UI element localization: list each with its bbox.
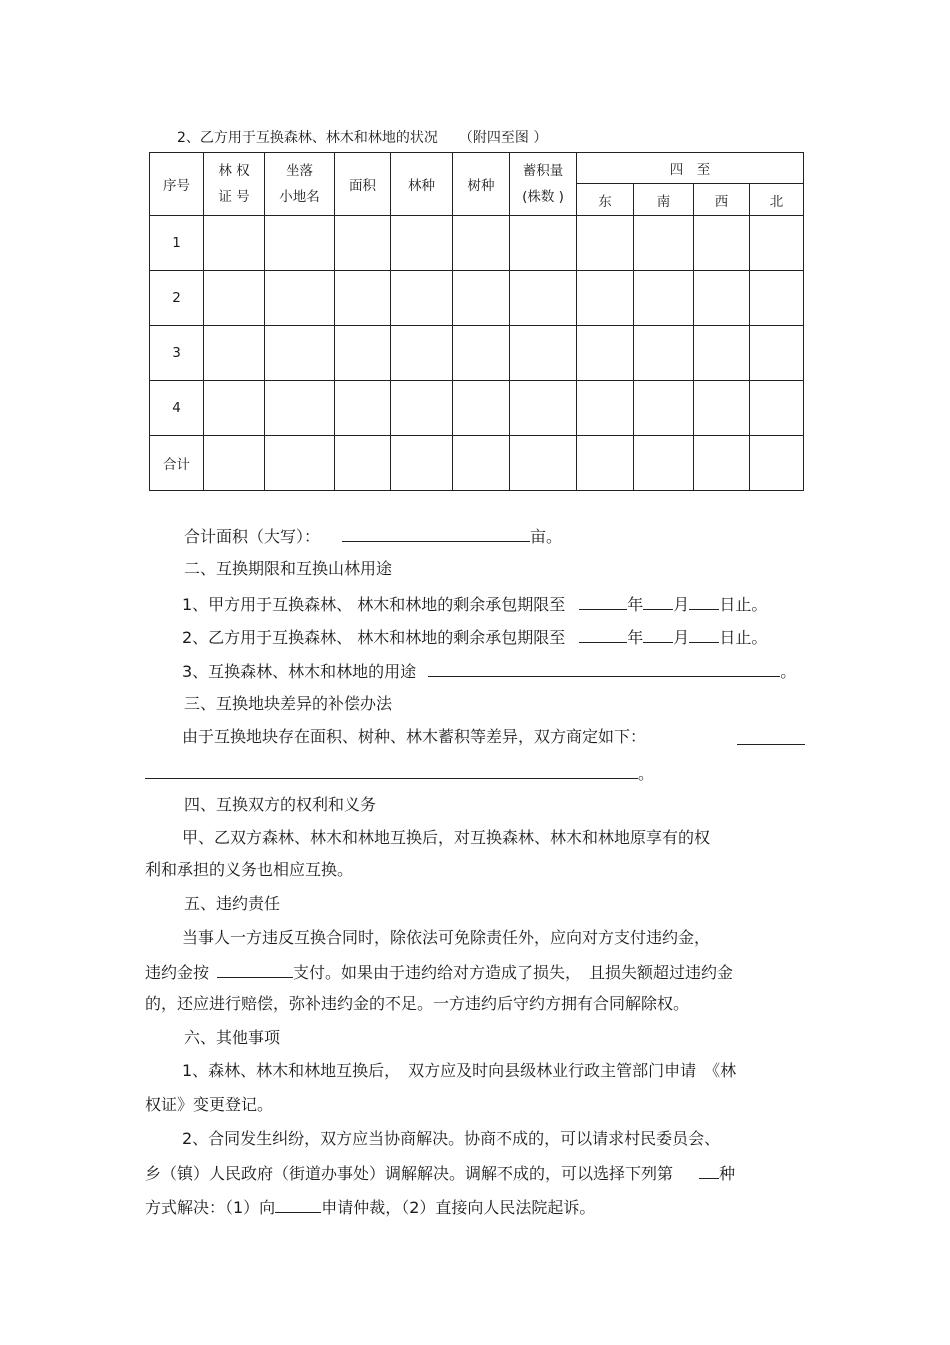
table-cell[interactable]	[265, 326, 335, 381]
day-blank-2[interactable]	[689, 626, 719, 643]
header-stock-line1: 蓄积量	[522, 163, 564, 179]
table-cell[interactable]	[391, 326, 453, 381]
table-cell[interactable]	[694, 381, 750, 436]
table-cell[interactable]	[391, 216, 453, 271]
table-cell[interactable]	[453, 436, 510, 491]
row-label: 2	[150, 271, 204, 326]
header-place-line2: 小地名	[279, 189, 320, 205]
table-cell[interactable]	[335, 326, 391, 381]
table-cell[interactable]	[265, 271, 335, 326]
year-label-2: 年	[627, 628, 644, 647]
table-cell[interactable]	[265, 381, 335, 436]
table-cell[interactable]	[453, 216, 510, 271]
table-cell[interactable]	[335, 271, 391, 326]
sec3-title: 三、互换地块差异的补偿办法	[184, 694, 393, 713]
table-cell[interactable]	[577, 326, 634, 381]
header-east: 东	[577, 184, 634, 216]
sec5-text-2	[145, 961, 733, 983]
header-stock	[510, 153, 577, 216]
year-blank-1[interactable]	[579, 593, 627, 610]
header-place-line1: 坐落	[286, 163, 313, 179]
month-label-2: 月	[673, 628, 690, 647]
header-place	[265, 153, 335, 216]
header-south: 南	[634, 184, 694, 216]
sec2-item3	[182, 660, 796, 682]
sec6-item1-2: 权证》变更登记。	[145, 1095, 274, 1114]
table-cell[interactable]	[634, 271, 694, 326]
total-area-unit: 亩。	[530, 527, 563, 546]
table-cell[interactable]	[750, 326, 804, 381]
table-cell[interactable]	[694, 271, 750, 326]
sec6-item2-3a: 方式解决：（1）向	[145, 1198, 276, 1217]
header-west: 西	[694, 184, 750, 216]
table-cell[interactable]	[265, 216, 335, 271]
table-cell[interactable]	[510, 381, 577, 436]
penalty-blank[interactable]	[217, 961, 293, 978]
table-cell[interactable]	[694, 436, 750, 491]
table-cell[interactable]	[335, 381, 391, 436]
day-label-2: 日止。	[719, 628, 768, 647]
table-cell[interactable]	[204, 216, 265, 271]
header-north: 北	[750, 184, 804, 216]
sec6-title: 六、其他事项	[184, 1028, 281, 1047]
day-label-1: 日止。	[719, 595, 768, 614]
table-cell[interactable]	[510, 326, 577, 381]
header-tree-species: 树种	[453, 153, 510, 216]
table-cell[interactable]	[510, 216, 577, 271]
table-cell[interactable]	[750, 271, 804, 326]
table-cell[interactable]	[265, 436, 335, 491]
table-cell[interactable]	[391, 436, 453, 491]
header-area: 面积	[335, 153, 391, 216]
table-cell[interactable]	[510, 271, 577, 326]
row-label: 4	[150, 381, 204, 436]
sec6-item2-2b: 种	[719, 1164, 736, 1183]
table-cell[interactable]	[577, 216, 634, 271]
table-cell[interactable]	[750, 381, 804, 436]
sec6-item2-3	[145, 1196, 595, 1218]
sec2-title: 二、互换期限和互换山林用途	[184, 559, 393, 578]
total-area-label: 合计面积（大写）：	[184, 527, 321, 546]
table-cell[interactable]	[577, 381, 634, 436]
day-blank-1[interactable]	[689, 593, 719, 610]
table-cell[interactable]	[391, 271, 453, 326]
total-area-line	[184, 525, 562, 547]
sec2-item2-text: 2、乙方用于互换森林、 林木和林地的剩余承包期限至	[182, 628, 566, 647]
sec6-item2-1: 2、合同发生纠纷，双方应当协商解决。协商不成的，可以请求村民委员会、	[182, 1129, 721, 1148]
sec4-text-2: 利和承担的义务也相应互换。	[145, 860, 354, 879]
header-boundaries: 四 至	[577, 153, 804, 184]
table-cell[interactable]	[453, 326, 510, 381]
sec2-item1-text: 1、甲方用于互换森林、 林木和林地的剩余承包期限至	[182, 595, 566, 614]
year-label-1: 年	[627, 595, 644, 614]
table-cell[interactable]	[750, 436, 804, 491]
header-seq: 序号	[150, 153, 204, 216]
table-cell[interactable]	[634, 326, 694, 381]
usage-period: 。	[780, 662, 797, 681]
sec2-item2	[182, 626, 767, 648]
usage-blank[interactable]	[428, 660, 780, 677]
method-choice-blank[interactable]	[699, 1162, 719, 1179]
compensation-line2	[145, 762, 654, 784]
header-cert-line2: 证 号	[218, 189, 250, 205]
sec6-item2-2	[145, 1162, 735, 1184]
table-caption: 2、乙方用于互换森林、林木和林地的状况 （附四至图 ）	[177, 130, 548, 146]
table-cell[interactable]	[577, 436, 634, 491]
row-label: 3	[150, 326, 204, 381]
forest-status-table	[149, 152, 804, 491]
sec6-item2-2a: 乡（镇）人民政府（街道办事处）调解解决。调解不成的，可以选择下列第	[145, 1164, 674, 1183]
compensation-period: 。	[638, 764, 655, 783]
table-cell[interactable]	[453, 381, 510, 436]
sec5-text-3: 的，还应进行赔偿，弥补违约金的不足。一方违约后守约方拥有合同解除权。	[145, 994, 690, 1013]
table-row	[150, 326, 804, 381]
sec5-text-2b: 支付。如果由于违约给对方造成了损失， 且损失额超过违约金	[293, 963, 734, 982]
row-label: 合计	[150, 436, 204, 491]
table-cell[interactable]	[694, 216, 750, 271]
sec3-text: 由于互换地块存在面积、树种、林木蓄积等差异，双方商定如下：	[182, 727, 647, 746]
table-cell[interactable]	[204, 326, 265, 381]
table-cell[interactable]	[204, 381, 265, 436]
table-cell[interactable]	[577, 271, 634, 326]
header-forest-type: 林种	[391, 153, 453, 216]
compensation-blank-2[interactable]	[145, 762, 638, 779]
sec5-text-1: 当事人一方违反互换合同时，除依法可免除责任外，应向对方支付违约金，	[182, 928, 711, 947]
sec4-title: 四、互换双方的权利和义务	[184, 795, 377, 814]
arbitration-blank[interactable]	[275, 1196, 321, 1213]
month-label-1: 月	[673, 595, 690, 614]
total-area-blank[interactable]	[342, 525, 530, 542]
table-cell[interactable]	[391, 381, 453, 436]
table-cell[interactable]	[634, 381, 694, 436]
table-row	[150, 381, 804, 436]
table-cell[interactable]	[634, 436, 694, 491]
header-stock-line2: (株数 )	[522, 189, 564, 205]
header-cert-line1: 林 权	[218, 163, 250, 179]
table-cell[interactable]	[750, 216, 804, 271]
header-cert	[204, 153, 265, 216]
sec5-text-2a: 违约金按	[145, 963, 210, 982]
table-cell[interactable]	[694, 326, 750, 381]
sec4-text-1: 甲、乙双方森林、林木和林地互换后，对互换森林、林木和林地原享有的权	[182, 828, 711, 847]
table-row	[150, 436, 804, 491]
table-row	[150, 271, 804, 326]
sec6-item2-3b: 申请仲裁，（2）直接向人民法院起诉。	[321, 1198, 596, 1217]
table-cell[interactable]	[510, 436, 577, 491]
table-cell[interactable]	[335, 436, 391, 491]
row-label: 1	[150, 216, 204, 271]
month-blank-1[interactable]	[643, 593, 673, 610]
table-cell[interactable]	[634, 216, 694, 271]
compensation-blank-1[interactable]	[737, 728, 805, 745]
table-cell[interactable]	[204, 436, 265, 491]
sec2-item1	[182, 593, 767, 615]
table-cell[interactable]	[335, 216, 391, 271]
table-row	[150, 216, 804, 271]
sec2-item3-text: 3、互换森林、林木和林地的用途	[182, 662, 417, 681]
table-cell[interactable]	[204, 271, 265, 326]
table-cell[interactable]	[453, 271, 510, 326]
sec5-title: 五、违约责任	[184, 894, 281, 913]
year-blank-2[interactable]	[579, 626, 627, 643]
sec6-item1-1: 1、森林、林木和林地互换后， 双方应及时向县级林业行政主管部门申请 《林	[182, 1061, 737, 1080]
month-blank-2[interactable]	[643, 626, 673, 643]
